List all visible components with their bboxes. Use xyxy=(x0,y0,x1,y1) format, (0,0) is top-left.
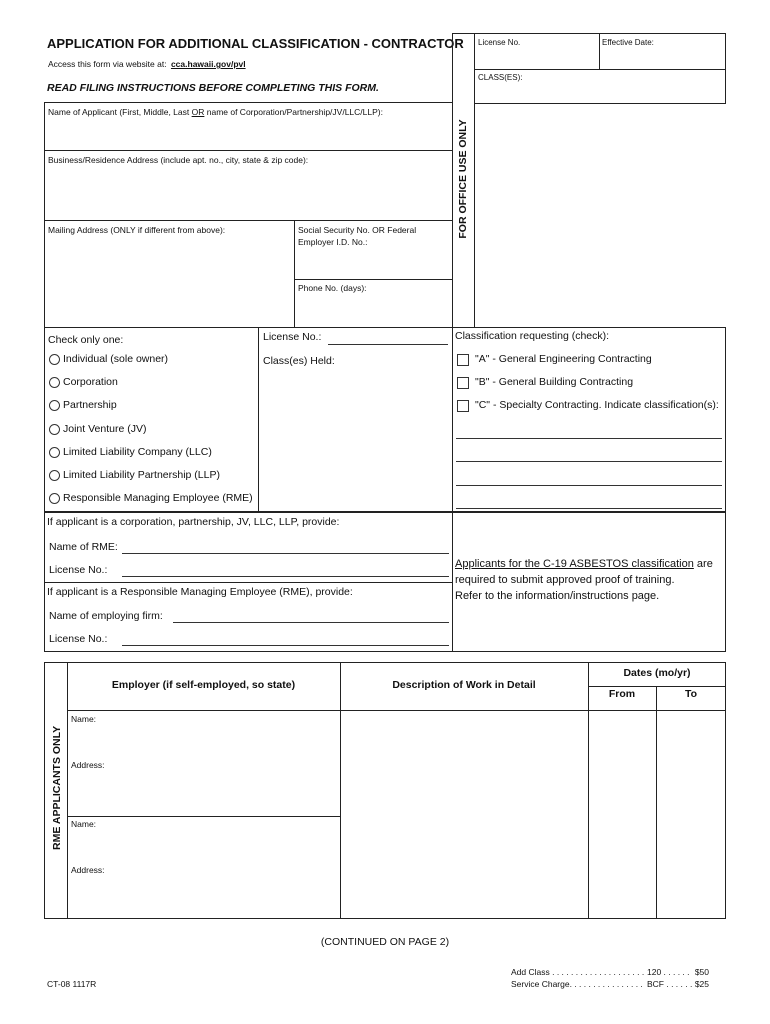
fee-add-class-label: Add Class . . . . . . . . . . . . . . . . . . . . xyxy=(511,967,645,977)
ssn-label-line1: Social Security No. OR Federal xyxy=(298,225,417,235)
read-instructions-notice: READ FILING INSTRUCTIONS BEFORE COMPLETING THIS FORM. xyxy=(47,82,379,94)
applicant-name-field[interactable] xyxy=(46,120,450,150)
access-text xyxy=(48,59,246,70)
option-joint-venture-label: Joint Venture (JV) xyxy=(63,423,147,435)
applicant-name-label-or: OR xyxy=(191,107,205,117)
office-classes-label: CLASS(ES): xyxy=(478,73,523,82)
option-rme-label: Responsible Managing Employee (RME) xyxy=(63,492,253,504)
rme-license-no-label: License No.: xyxy=(49,564,108,576)
checkbox-class-a[interactable] xyxy=(457,354,469,366)
employer-2-name-field[interactable] xyxy=(69,831,338,861)
checkbox-class-b[interactable] xyxy=(457,377,469,389)
classification-requesting-label: Classification requesting (check): xyxy=(455,330,610,342)
option-corporation-label: Corporation xyxy=(63,376,118,388)
col-employer-header: Employer (if self-employed, so state) xyxy=(111,679,296,691)
firm-license-no-label: License No.: xyxy=(49,633,108,645)
option-llp-label: Limited Liability Partnership (LLP) xyxy=(63,469,220,481)
office-use-only-label: FOR OFFICE USE ONLY xyxy=(457,119,469,239)
option-individual-label: Individual (sole owner) xyxy=(63,353,169,365)
name-of-rme-label: Name of RME: xyxy=(49,541,118,553)
form-title: APPLICATION FOR ADDITIONAL CLASSIFICATION - CONTRACTOR xyxy=(47,36,464,51)
specialty-class-line-2[interactable] xyxy=(456,461,722,462)
continued-note: (CONTINUED ON PAGE 2) xyxy=(320,936,450,948)
applicant-name-label-b: name of Corporation/Partnership/JV/LLC/LLP): xyxy=(204,107,383,117)
classes-held-field[interactable] xyxy=(262,368,448,508)
radio-individual[interactable] xyxy=(49,354,60,365)
rme-license-no-field[interactable] xyxy=(122,576,449,577)
mailing-address-field[interactable] xyxy=(46,238,291,324)
radio-joint-venture[interactable] xyxy=(49,424,60,435)
access-prefix: Access this form via website at: xyxy=(48,59,167,69)
website-link[interactable]: cca.hawaii.gov/pvl xyxy=(170,59,246,69)
applicant-name-label-a: Name of Applicant (First, Middle, Last xyxy=(48,107,192,117)
employer-2-name-label: Name: xyxy=(71,819,97,829)
fee-add-class-code: 120 . . . . . . xyxy=(647,967,690,977)
specialty-class-line-3[interactable] xyxy=(456,485,722,486)
date-from-field[interactable] xyxy=(590,712,654,917)
checkbox-class-c[interactable] xyxy=(457,400,469,412)
office-license-no-label: License No. xyxy=(478,38,521,47)
employer-2-address-field[interactable] xyxy=(69,877,338,917)
employing-firm-label: Name of employing firm: xyxy=(49,610,163,622)
rme-applicants-only-label: RME APPLICANTS ONLY xyxy=(51,725,63,850)
date-to-field[interactable] xyxy=(658,712,724,917)
entity-license-no-label: License No.: xyxy=(263,331,322,343)
employer-1-name-label: Name: xyxy=(71,714,97,724)
asbestos-note-line3: Refer to the information/instructions page. xyxy=(455,590,660,602)
if-corporation-label: If applicant is a corporation, partnership, JV, LLC, LLP, provide: xyxy=(47,516,340,528)
applicant-name-label xyxy=(48,107,383,118)
work-description-field[interactable] xyxy=(342,712,586,917)
radio-llc[interactable] xyxy=(49,447,60,458)
name-of-rme-field[interactable] xyxy=(122,553,449,554)
asbestos-note-line2: required to submit approved proof of training. xyxy=(455,574,675,586)
col-dates-header: Dates (mo/yr) xyxy=(623,667,691,679)
business-address-label: Business/Residence Address (include apt. no., city, state & zip code): xyxy=(48,155,309,165)
col-from-header: From xyxy=(608,688,636,700)
class-a-label: "A" - General Engineering Contracting xyxy=(475,353,652,365)
fee-add-class-amount: $50 xyxy=(694,967,709,977)
option-llc-label: Limited Liability Company (LLC) xyxy=(63,446,212,458)
employing-firm-field[interactable] xyxy=(173,622,449,623)
form-id: CT-08 1117R xyxy=(47,979,97,989)
col-to-header: To xyxy=(684,688,698,700)
employer-1-address-label: Address: xyxy=(71,760,105,770)
employer-1-address-field[interactable] xyxy=(69,772,338,814)
radio-rme[interactable] xyxy=(49,493,60,504)
asbestos-note-rest: are xyxy=(693,558,713,570)
phone-label: Phone No. (days): xyxy=(298,283,367,293)
radio-corporation[interactable] xyxy=(49,377,60,388)
fee-service-charge-code: BCF . . . . . . xyxy=(647,979,693,989)
fee-service-charge-amount: $25 xyxy=(694,979,709,989)
office-effective-date-label: Effective Date: xyxy=(602,38,654,47)
firm-license-no-field[interactable] xyxy=(122,645,449,646)
ssn-label-line2: Employer I.D. No.: xyxy=(298,237,368,247)
class-b-label: "B" - General Building Contracting xyxy=(475,376,634,388)
if-rme-label: If applicant is a Responsible Managing Employee (RME), provide: xyxy=(47,586,353,598)
option-partnership-label: Partnership xyxy=(63,399,117,411)
entity-license-no-field[interactable] xyxy=(328,344,448,345)
specialty-class-line-4[interactable] xyxy=(456,508,722,509)
classes-held-label: Class(es) Held: xyxy=(263,355,335,367)
ssn-field[interactable] xyxy=(296,250,450,277)
col-description-header: Description of Work in Detail xyxy=(392,679,536,691)
mailing-address-label: Mailing Address (ONLY if different from above): xyxy=(48,225,226,235)
fee-service-charge-label: Service Charge. . . . . . . . . . . . . . . . xyxy=(511,979,643,989)
business-address-field[interactable] xyxy=(46,168,450,218)
class-c-label: "C" - Specialty Contracting. Indicate classification(s): xyxy=(475,399,719,411)
phone-field[interactable] xyxy=(296,296,450,324)
specialty-class-line-1[interactable] xyxy=(456,438,722,439)
radio-partnership[interactable] xyxy=(49,400,60,411)
employer-1-name-field[interactable] xyxy=(69,726,338,756)
asbestos-note-underlined: Applicants for the C-19 ASBESTOS classification xyxy=(455,558,694,570)
check-only-one-label: Check only one: xyxy=(48,334,124,346)
employer-2-address-label: Address: xyxy=(71,865,105,875)
asbestos-note-line1 xyxy=(455,558,713,571)
radio-llp[interactable] xyxy=(49,470,60,481)
